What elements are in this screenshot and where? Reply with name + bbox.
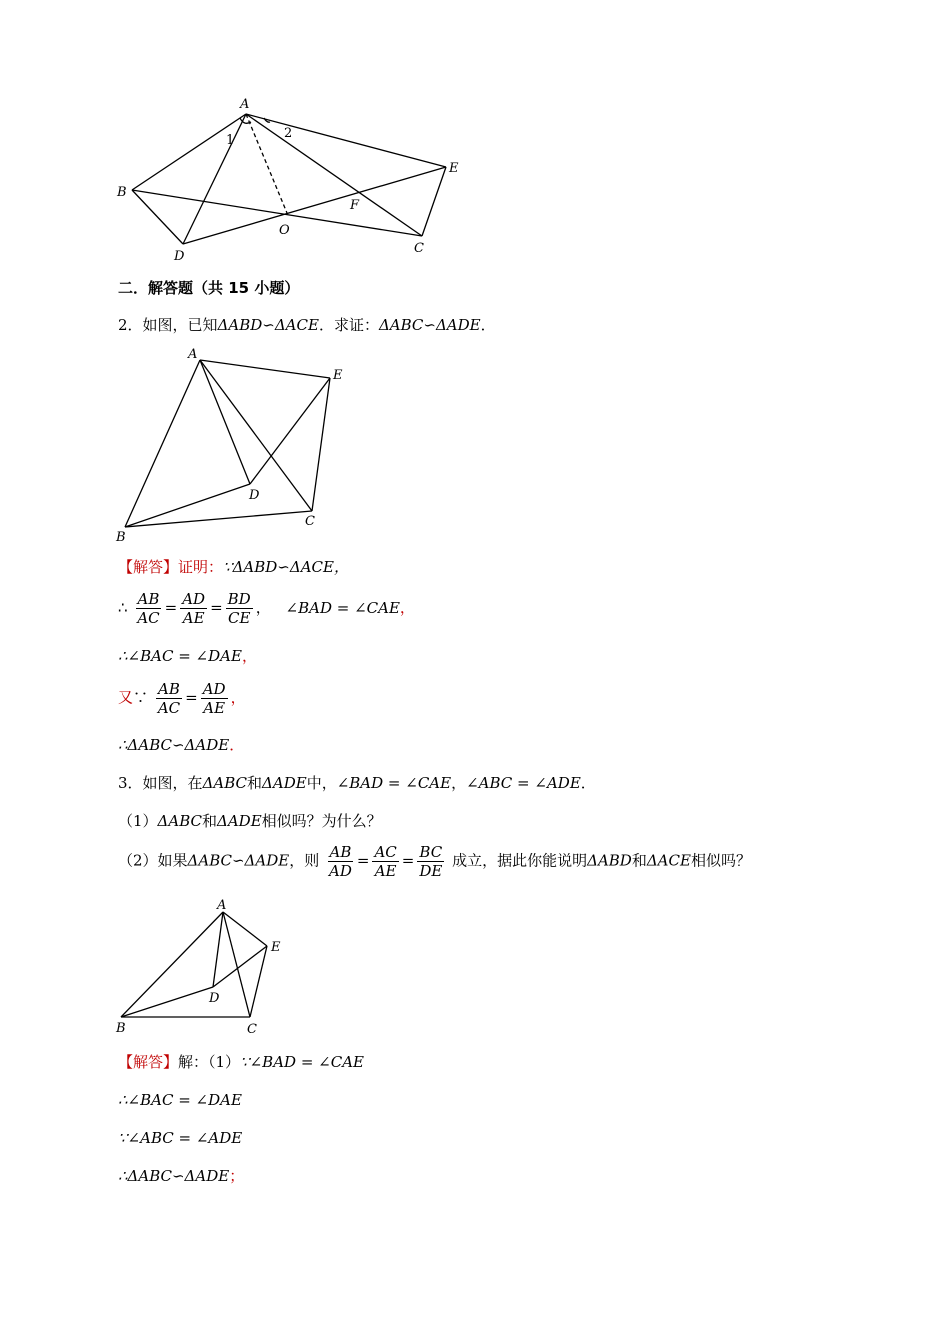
question-3-part-2: （2）如果ΔABC∽ΔADE，则 $\frac{AB}{AD}$ = $\frac{AC}{AE}$ = $\frac{BC}{DE}$ 成立，据此你能说明ΔABD和ΔACE相似吗？ [118, 843, 751, 880]
q2-answer-line-1: 【解答】证明：∵ΔABD∽ΔACE， [118, 558, 349, 576]
label-A: A [188, 347, 198, 362]
label-B: B [116, 1021, 126, 1036]
label-A: A [240, 97, 250, 112]
label-D: D [209, 991, 220, 1006]
label-angle-2: 2 [284, 126, 293, 141]
label-C: C [247, 1022, 257, 1037]
q2-answer-line-4: 又∵ $\frac{AB}{AC}$ = $\frac{AD}{AE}$ ， [118, 680, 246, 717]
figure-1-diagram [110, 92, 470, 267]
question-3: 3．如图，在ΔABC和ΔADE中，∠BAD = ∠CAE，∠ABC = ∠ADE． [118, 774, 596, 792]
label-D: D [174, 249, 185, 264]
label-E: E [333, 368, 343, 383]
figure-2-diagram [110, 342, 360, 547]
label-C: C [414, 241, 424, 256]
q3-answer-line-3: ∵∠ABC = ∠ADE [118, 1129, 243, 1147]
label-angle-1: 1 [226, 133, 235, 148]
q3-answer-line-2: ∴∠BAC = ∠DAE [118, 1091, 242, 1109]
label-D: D [249, 488, 260, 503]
q2-answer-line-3: ∴∠BAC = ∠DAE， [118, 647, 257, 665]
label-B: B [116, 530, 126, 545]
question-3-part-1: （1）ΔABC和ΔADE相似吗？为什么？ [118, 812, 382, 830]
label-B: B [117, 185, 127, 200]
label-A: A [217, 898, 227, 913]
q3-answer-line-4: ∴ΔABC∽ΔADE； [118, 1167, 245, 1185]
label-C: C [305, 514, 315, 529]
label-E: E [449, 161, 459, 176]
label-F: F [350, 198, 360, 213]
section-header: 二．解答题（共 15 小题） [118, 279, 300, 297]
q2-answer-line-2: ∴ $\frac{AB}{AC}$ = $\frac{AD}{AE}$ = $\frac{BD}{CE}$ ， ∠BAD = ∠CAE， [118, 590, 415, 627]
figure-3-diagram [110, 892, 290, 1042]
q3-answer-line-1: 【解答】解：（1）∵∠BAD = ∠CAE [118, 1053, 364, 1071]
q2-answer-line-5: ∴ΔABC∽ΔADE． [118, 736, 245, 754]
label-O: O [279, 223, 290, 238]
label-E: E [271, 940, 281, 955]
question-2: 2．如图，已知ΔABD∽ΔACE．求证：ΔABC∽ΔADE． [118, 316, 496, 334]
